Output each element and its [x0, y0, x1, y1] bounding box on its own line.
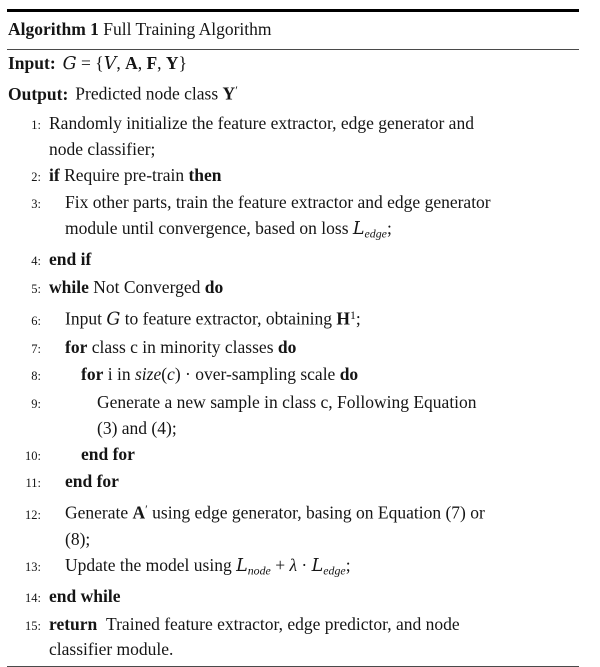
text-segment: node classifier;: [49, 138, 156, 159]
line-number: 2:: [31, 169, 41, 184]
algorithm-line-1: [7, 111, 588, 163]
line-number: 11:: [25, 476, 41, 491]
line-number: 1:: [31, 118, 41, 133]
line-text: [49, 275, 588, 301]
text-segment: ′: [235, 83, 238, 98]
text-segment: do: [277, 336, 297, 357]
text-segment: F: [146, 52, 158, 73]
algorithm-line-9: [7, 390, 588, 442]
algorithm-line-2: [7, 163, 588, 191]
algorithm-label: Algorithm 1: [8, 18, 99, 39]
line-text: [49, 390, 588, 442]
text-segment: 1: [349, 308, 356, 322]
algorithm-line-10: [7, 442, 588, 470]
text-segment: ,: [157, 52, 166, 73]
text-segment: node: [247, 562, 271, 577]
line-number: 15:: [25, 618, 41, 633]
io-block: [7, 50, 588, 107]
math-script-symbol: G: [62, 53, 77, 74]
text-segment: then: [188, 164, 222, 185]
line-text: [49, 362, 588, 388]
math-script-symbol: G: [106, 309, 121, 330]
algorithm-line-5: [7, 275, 588, 303]
algorithm-line-8: [7, 362, 588, 390]
line-text: [49, 303, 588, 334]
line-number: 13:: [25, 559, 41, 574]
text-segment: i in: [103, 364, 135, 385]
text-segment: A: [125, 52, 138, 73]
text-segment: H: [336, 308, 350, 329]
io-prefix: Output:: [8, 83, 69, 104]
text-segment: Generate a new sample in class c, Following Equation: [97, 392, 477, 413]
math-script-symbol: L: [311, 555, 324, 576]
text-segment: (8);: [65, 528, 91, 549]
text-segment: do: [339, 364, 359, 385]
text-segment: Randomly initialize the feature extractor, edge generator and: [49, 113, 474, 134]
line-text: [49, 584, 588, 610]
text-segment: return: [49, 613, 98, 634]
text-segment: size: [134, 364, 162, 385]
algorithm-body: [7, 111, 588, 663]
text-segment: Trained feature extractor, edge predictor, and node: [97, 613, 460, 634]
algorithm-line-12: [7, 497, 588, 552]
text-segment: ′: [145, 502, 148, 517]
line-number: 5:: [31, 282, 41, 297]
line-text: [49, 442, 588, 468]
line-text: [49, 190, 588, 247]
line-number: 9:: [31, 397, 41, 412]
text-segment: end if: [49, 249, 92, 270]
algorithm-title: Full Training Algorithm: [103, 18, 272, 39]
text-segment: (3) and (4);: [97, 417, 177, 438]
text-segment: classifier module.: [49, 639, 174, 660]
text-segment: to feature extractor, obtaining: [120, 308, 337, 329]
io-line: [8, 50, 588, 77]
math-script-symbol: L: [352, 219, 365, 240]
line-number: 4:: [31, 254, 41, 269]
text-segment: module until convergence, based on loss: [65, 218, 353, 239]
algorithm-line-13: [7, 553, 588, 584]
text-segment: ) · over-sampling scale: [174, 364, 340, 385]
text-segment: }: [178, 52, 187, 73]
text-segment: using edge generator, basing on Equation (7) or: [147, 502, 485, 523]
line-number: 7:: [31, 341, 41, 356]
text-segment: Predicted node class: [75, 83, 223, 104]
text-segment: Update the model using: [65, 554, 237, 575]
algorithm-line-15: [7, 612, 588, 664]
text-segment: for: [81, 364, 104, 385]
text-segment: (: [161, 364, 168, 385]
text-segment: while: [49, 277, 89, 298]
text-segment: Not Converged: [88, 277, 205, 298]
text-segment: end for: [65, 471, 119, 492]
line-number: 14:: [25, 590, 41, 605]
text-segment: end for: [81, 443, 135, 464]
text-segment: ;: [386, 218, 392, 239]
line-text: [49, 163, 588, 189]
text-segment: A: [132, 502, 146, 523]
text-segment: Generate: [65, 502, 133, 523]
text-segment: edge: [364, 226, 387, 241]
line-text: [49, 553, 588, 584]
text-segment: Require pre-train: [59, 164, 189, 185]
line-number: 12:: [25, 507, 41, 522]
algorithm-caption: [7, 12, 588, 49]
line-text: [49, 612, 588, 664]
text-segment: Y: [222, 83, 236, 104]
text-segment: do: [204, 277, 224, 298]
text-segment: = {: [76, 52, 104, 73]
algorithm-line-4: [7, 247, 588, 275]
line-text: [49, 469, 588, 495]
text-segment: class c in minority classes: [87, 336, 278, 357]
text-segment: c: [167, 364, 175, 385]
text-segment: Fix other parts, train the feature extractor and edge generator: [65, 192, 491, 213]
algorithm-line-3: [7, 190, 588, 247]
math-script-symbol: L: [236, 555, 248, 576]
algorithm-line-11: [7, 469, 588, 497]
text-segment: Input: [65, 308, 107, 329]
io-line: [8, 77, 588, 107]
text-segment: if: [49, 164, 60, 185]
text-segment: ,: [116, 52, 126, 73]
line-text: [49, 335, 588, 361]
line-number: 6:: [31, 313, 41, 328]
text-segment: λ: [289, 554, 298, 575]
line-text: [49, 247, 588, 273]
line-number: 8:: [31, 369, 41, 384]
text-segment: ,: [137, 52, 147, 73]
text-segment: ;: [355, 308, 361, 329]
text-segment: +: [270, 554, 290, 575]
text-segment: ;: [345, 554, 351, 575]
line-number: 3:: [31, 197, 41, 212]
algorithm-line-6: [7, 303, 588, 335]
algorithm-line-14: [7, 584, 588, 612]
line-text: [49, 497, 588, 552]
line-number: 10:: [25, 448, 41, 463]
math-script-symbol: V: [103, 53, 117, 74]
line-text: [49, 111, 588, 163]
text-segment: for: [65, 336, 88, 357]
text-segment: end while: [49, 585, 121, 606]
algorithm-line-7: [7, 335, 588, 363]
io-prefix: Input:: [8, 52, 56, 73]
text-segment: Y: [165, 52, 179, 73]
text-segment: edge: [323, 562, 346, 577]
text-segment: ·: [297, 554, 312, 575]
